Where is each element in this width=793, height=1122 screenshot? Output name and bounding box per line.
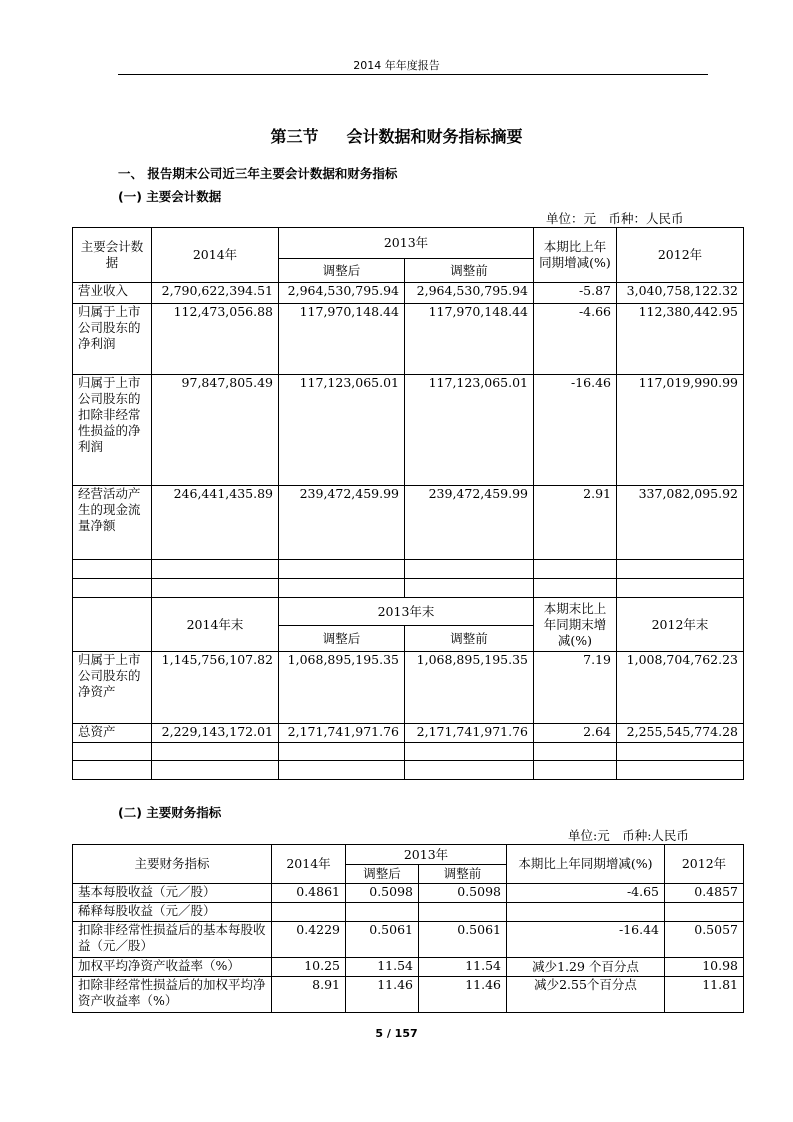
value-2014: 246,441,435.89 (152, 486, 279, 560)
value-2013-before (419, 903, 507, 922)
value-2014: 10.25 (272, 958, 346, 977)
value-2013-adjusted: 0.5061 (346, 922, 419, 958)
value-change: 减少1.29 个百分点 (507, 958, 665, 977)
value-2013-before: 117,123,065.01 (405, 375, 534, 486)
value-change: -16.44 (507, 922, 665, 958)
value-2013-adjusted: 1,068,895,195.35 (279, 652, 405, 724)
header-change: 本期比上年同期增减(%) (534, 228, 617, 283)
header-adjusted: 调整后 (279, 626, 405, 652)
value-change: -16.46 (534, 375, 617, 486)
value-2012: 2,255,545,774.28 (617, 724, 744, 743)
table-row (73, 884, 744, 903)
value-2014: 97,847,805.49 (152, 375, 279, 486)
row-label: 总资产 (73, 724, 152, 743)
value-2012: 117,019,990.99 (617, 375, 744, 486)
value-2012: 11.81 (665, 977, 744, 1013)
value-2013-adjusted: 117,123,065.01 (279, 375, 405, 486)
value-change: 7.19 (534, 652, 617, 724)
row-label: 营业收入 (73, 283, 152, 304)
table-row (73, 922, 744, 958)
header-main-indicators: 主要财务指标 (73, 845, 272, 884)
table-row (73, 977, 744, 1013)
value-2012: 0.5057 (665, 922, 744, 958)
empty-row (73, 560, 744, 579)
row-label: 经营活动产生的现金流量净额 (73, 486, 152, 560)
value-2013-before: 2,964,530,795.94 (405, 283, 534, 304)
header-before-adjustment: 调整前 (405, 259, 534, 283)
value-change (507, 903, 665, 922)
value-2013-before: 11.54 (419, 958, 507, 977)
subsection-heading-indicators: (二) 主要财务指标 (118, 805, 222, 820)
row-label: 归属于上市公司股东的扣除非经常性损益的净利润 (73, 375, 152, 486)
value-2014: 112,473,056.88 (152, 304, 279, 375)
header-change: 本期比上年同期增减(%) (507, 845, 665, 884)
value-2013-before: 239,472,459.99 (405, 486, 534, 560)
report-header: 2014 年年度报告 (353, 59, 440, 72)
value-2012: 3,040,758,122.32 (617, 283, 744, 304)
row-label: 基本每股收益（元／股） (73, 884, 272, 903)
value-2012 (665, 903, 744, 922)
value-2013-before: 0.5098 (419, 884, 507, 903)
header-2012: 2012年 (617, 228, 744, 283)
value-2013-before: 2,171,741,971.76 (405, 724, 534, 743)
value-change: 2.91 (534, 486, 617, 560)
unit-currency-line: 单位：元 币种：人民币 (546, 211, 684, 226)
table-row (73, 283, 744, 304)
value-2014: 2,229,143,172.01 (152, 724, 279, 743)
value-2013-adjusted (346, 903, 419, 922)
value-2013-before: 1,068,895,195.35 (405, 652, 534, 724)
value-2014: 0.4229 (272, 922, 346, 958)
row-label: 扣除非经常性损益后的加权平均净资产收益率（%） (73, 977, 272, 1013)
header-2013: 2013年 (279, 228, 534, 259)
value-2012: 1,008,704,762.23 (617, 652, 744, 724)
empty-row (73, 743, 744, 761)
header-before-adjustment: 调整前 (405, 626, 534, 652)
table-row (73, 903, 744, 922)
value-change: -4.65 (507, 884, 665, 903)
header-adjusted: 调整后 (279, 259, 405, 283)
table-row (73, 958, 744, 977)
row-label: 归属于上市公司股东的净利润 (73, 304, 152, 375)
value-change: 减少2.55个百分点 (507, 977, 665, 1013)
header-2013: 2013年 (346, 845, 507, 865)
value-2013-before: 0.5061 (419, 922, 507, 958)
header-2012: 2012年 (665, 845, 744, 884)
value-2013-adjusted: 11.54 (346, 958, 419, 977)
value-2013-adjusted: 117,970,148.44 (279, 304, 405, 375)
header-adjusted: 调整后 (346, 865, 419, 884)
value-2014: 0.4861 (272, 884, 346, 903)
value-2013-adjusted: 2,964,530,795.94 (279, 283, 405, 304)
value-change: 2.64 (534, 724, 617, 743)
header-before-adjustment: 调整前 (419, 865, 507, 884)
financial-indicators-table (72, 844, 744, 1013)
value-2012: 337,082,095.92 (617, 486, 744, 560)
value-2014 (272, 903, 346, 922)
table-row (73, 724, 744, 743)
value-2013-before: 117,970,148.44 (405, 304, 534, 375)
accounting-data-table (72, 227, 744, 780)
value-2013-before: 11.46 (419, 977, 507, 1013)
header-divider (118, 74, 708, 75)
value-change: -4.66 (534, 304, 617, 375)
value-2014: 1,145,756,107.82 (152, 652, 279, 724)
page-number: 5 / 157 (375, 1027, 418, 1040)
part-heading: 一、 报告期末公司近三年主要会计数据和财务指标 (118, 166, 398, 181)
blank-corner (73, 598, 152, 652)
value-2013-adjusted: 0.5098 (346, 884, 419, 903)
value-2012: 10.98 (665, 958, 744, 977)
value-2013-adjusted: 239,472,459.99 (279, 486, 405, 560)
header-2014: 2014年 (272, 845, 346, 884)
unit-currency-line: 单位:元 币种:人民币 (568, 828, 689, 843)
table-row (73, 375, 744, 486)
header-2014-end: 2014年末 (152, 598, 279, 652)
empty-row (73, 579, 744, 598)
row-label: 稀释每股收益（元／股） (73, 903, 272, 922)
header-change-end: 本期末比上年同期末增减(%) (534, 598, 617, 652)
header-2013-end: 2013年末 (279, 598, 534, 626)
section-number: 第三节 (270, 127, 319, 146)
value-2012: 0.4857 (665, 884, 744, 903)
value-2013-adjusted: 11.46 (346, 977, 419, 1013)
row-label: 归属于上市公司股东的净资产 (73, 652, 152, 724)
row-label: 加权平均净资产收益率（%） (73, 958, 272, 977)
row-label: 扣除非经常性损益后的基本每股收益（元／股） (73, 922, 272, 958)
section-title (0, 124, 793, 147)
header-2014: 2014年 (152, 228, 279, 283)
table-row (73, 486, 744, 560)
header-main-data: 主要会计数据 (73, 228, 152, 283)
value-2014: 8.91 (272, 977, 346, 1013)
header-2012-end: 2012年末 (617, 598, 744, 652)
value-change: -5.87 (534, 283, 617, 304)
value-2014: 2,790,622,394.51 (152, 283, 279, 304)
empty-row (73, 761, 744, 780)
table-row (73, 304, 744, 375)
subsection-heading-accounting: (一) 主要会计数据 (118, 189, 222, 204)
value-2013-adjusted: 2,171,741,971.76 (279, 724, 405, 743)
value-2012: 112,380,442.95 (617, 304, 744, 375)
section-name: 会计数据和财务指标摘要 (346, 127, 523, 146)
table-row (73, 652, 744, 724)
